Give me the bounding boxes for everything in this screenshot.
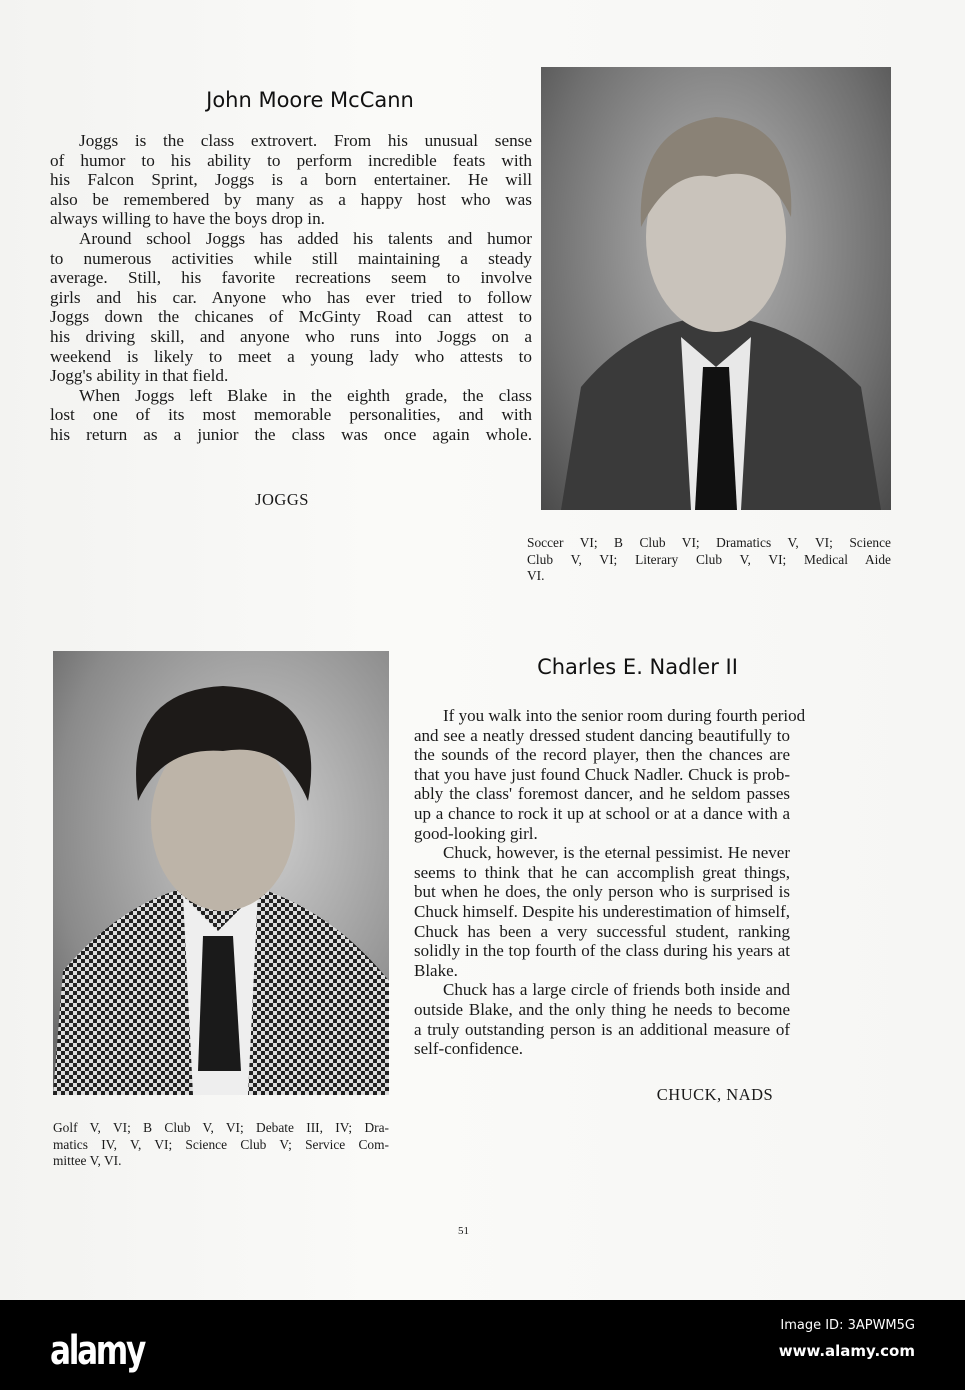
activities-line: Club V, VI; Literary Club V, VI; Medical Aide xyxy=(527,551,891,567)
bio-line: his driving skill, and anyone who runs into Joggs on a xyxy=(50,326,532,346)
bio-line: the sounds of the record player, then the chances are xyxy=(414,745,790,765)
bio-line: self-confidence. xyxy=(414,1039,524,1059)
watermark-bar xyxy=(0,1300,965,1390)
bio-line: also be remembered by many as a happy host who was xyxy=(50,189,532,209)
bio-line: Joggs down the chicanes of McGinty Road can attest to xyxy=(50,307,532,327)
alamy-logo: alamy xyxy=(50,1328,144,1374)
activities-line: Soccer VI; B Club VI; Dramatics V, VI; Science xyxy=(527,535,891,550)
bio-line: up a chance to rock it up at school or at a dance with a xyxy=(414,803,790,823)
bio-line: weekend is likely to meet a young lady who attests to xyxy=(50,346,532,366)
bio-line: seems to think that he can accomplish great things, xyxy=(414,862,790,882)
activities-line: mittee V, VI. xyxy=(53,1153,122,1168)
image-id: Image ID: 3APWM5G xyxy=(780,1318,915,1333)
bio-line: Blake. xyxy=(414,960,458,980)
bio-line: and see a neatly dressed student dancing beautifully to xyxy=(414,725,790,745)
bio-line: lost one of its most memorable personalities, and with xyxy=(50,405,532,425)
nickname-mccann: JOGGS xyxy=(255,490,309,509)
bio-line: his Falcon Sprint, Joggs is a born entertainer. He will xyxy=(50,170,532,190)
bio-nadler xyxy=(414,706,806,1059)
student-name-nadler: Charles E. Nadler II xyxy=(537,655,738,679)
bio-line: girls and his car. Anyone who has ever tried to follow xyxy=(50,287,532,307)
bio-line: that you have just found Chuck Nadler. Chuck is prob- xyxy=(414,764,790,784)
portrait-photo-nadler xyxy=(53,651,389,1095)
bio-line: of humor to his ability to perform incredible feats with xyxy=(50,150,532,170)
activities-mccann xyxy=(527,535,891,585)
bio-line: Chuck himself. Despite his underestimation of himself, xyxy=(414,901,790,921)
bio-line: always willing to have the boys drop in. xyxy=(50,209,325,229)
bio-line: average. Still, his favorite recreations seem to involve xyxy=(50,268,532,288)
bio-mccann xyxy=(50,131,532,445)
bio-line: but when he does, the only person who is surprised is xyxy=(414,882,790,902)
bio-line: Joggs is the class extrovert. From his unusual sense xyxy=(79,131,532,150)
bio-line: If you walk into the senior room during fourth period xyxy=(443,706,806,725)
bio-line: When Joggs left Blake in the eighth grade, the class xyxy=(79,385,532,405)
activities-nadler xyxy=(53,1120,389,1170)
student-name-mccann: John Moore McCann xyxy=(206,88,414,112)
bio-line: Around school Joggs has added his talents and humor xyxy=(79,228,532,248)
bio-line: his return as a junior the class was once again whole. xyxy=(50,424,532,444)
bio-line: Jogg's ability in that field. xyxy=(50,366,229,386)
nickname-nadler: CHUCK, NADS xyxy=(656,1085,774,1104)
bio-line: Chuck, however, is the eternal pessimist. He never xyxy=(443,843,790,863)
watermark-url: www.alamy.com xyxy=(778,1342,915,1360)
bio-line: solidly in the top fourth of the class during his years at xyxy=(414,941,790,961)
portrait-photo-mccann xyxy=(541,67,891,510)
bio-line: Chuck has been a very successful student, ranking xyxy=(414,921,790,941)
bio-line: a truly outstanding person is an additional measure of xyxy=(414,1019,790,1039)
bio-line: outside Blake, and the only thing he needs to become xyxy=(414,999,790,1019)
bio-line: to numerous activities while still maintaining a steady xyxy=(50,248,532,268)
bio-line: Chuck has a large circle of friends both inside and xyxy=(443,980,790,1000)
activities-line: VI. xyxy=(527,568,545,583)
bio-line: good-looking girl. xyxy=(414,823,538,843)
bio-line: ably the class' foremost dancer, and he seldom passes xyxy=(414,784,790,804)
page-number: 51 xyxy=(458,1225,469,1237)
activities-line: Golf V, VI; B Club V, VI; Debate III, IV; Dra- xyxy=(53,1120,389,1135)
activities-line: matics IV, V, VI; Science Club V; Service Com- xyxy=(53,1136,389,1152)
